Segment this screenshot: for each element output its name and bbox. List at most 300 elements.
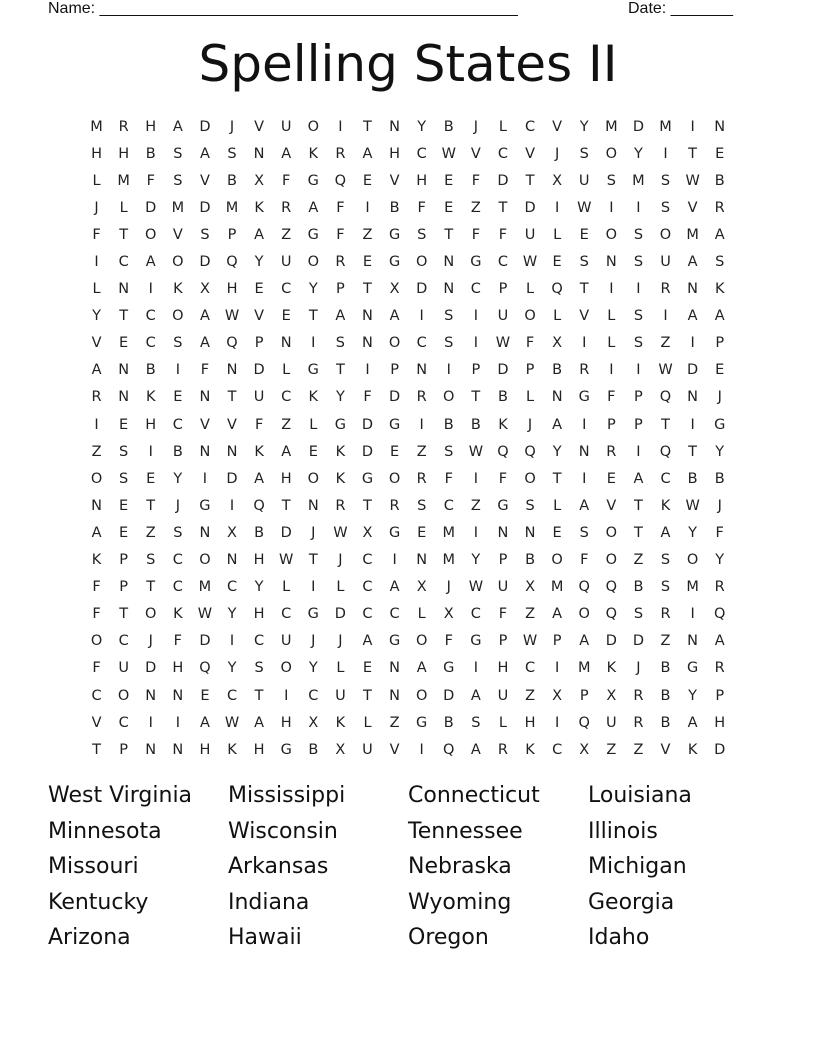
grid-cell: G — [334, 416, 347, 433]
grid-cell: D — [361, 443, 374, 460]
grid-cell: F — [498, 470, 508, 487]
grid-cell: G — [714, 416, 726, 433]
grid-cell: Y — [92, 308, 101, 325]
grid-cell: D — [361, 416, 374, 433]
grid-cell: J — [446, 579, 451, 596]
grid-cell: Q — [443, 741, 455, 758]
grid-cell: E — [606, 470, 616, 487]
grid-cell: W — [441, 145, 456, 162]
grid-cell: E — [119, 497, 129, 514]
word-list-item: Arkansas — [228, 854, 329, 879]
grid-cell: T — [661, 416, 670, 433]
grid-cell: Y — [579, 118, 589, 135]
grid-cell: T — [119, 226, 129, 243]
grid-cell: C — [281, 281, 292, 298]
grid-cell: X — [199, 281, 210, 298]
grid-cell: N — [524, 524, 536, 541]
grid-cell: S — [579, 254, 589, 271]
grid-cell: D — [388, 389, 401, 406]
grid-cell: K — [173, 606, 183, 623]
header — [48, 0, 748, 20]
grid-cell: S — [119, 470, 129, 487]
grid-cell: E — [417, 524, 427, 541]
letter-grid — [83, 113, 733, 763]
grid-cell: C — [226, 687, 238, 704]
grid-cell: C — [660, 470, 671, 487]
grid-cell: U — [497, 308, 509, 325]
grid-cell: U — [118, 660, 129, 677]
grid-cell: O — [172, 254, 184, 271]
grid-cell: Q — [659, 389, 672, 406]
grid-cell: I — [419, 741, 424, 758]
grid-cell: U — [253, 389, 265, 406]
grid-cell: G — [199, 497, 211, 514]
grid-cell: S — [660, 579, 671, 596]
grid-cell: V — [199, 172, 210, 189]
grid-cell: L — [119, 199, 128, 216]
grid-cell: I — [175, 362, 180, 379]
grid-cell: K — [660, 497, 671, 514]
grid-cell: U — [524, 226, 536, 243]
grid-cell: M — [577, 660, 591, 677]
grid-cell: S — [146, 552, 156, 569]
grid-cell: N — [389, 660, 400, 677]
word-list-item: Hawaii — [228, 925, 302, 950]
grid-cell: S — [173, 145, 183, 162]
grid-cell: O — [605, 524, 618, 541]
grid-cell: X — [606, 687, 617, 704]
grid-cell: C — [172, 416, 183, 433]
grid-cell: W — [685, 172, 700, 189]
grid-cell: D — [714, 741, 726, 758]
grid-cell: D — [497, 362, 509, 379]
grid-cell: A — [416, 660, 427, 677]
grid-cell: Y — [227, 606, 237, 623]
word-list-item: Wisconsin — [228, 818, 338, 844]
grid-cell: T — [525, 172, 535, 189]
grid-cell: N — [687, 389, 699, 406]
grid-cell: B — [145, 145, 156, 162]
grid-cell: Q — [334, 172, 347, 189]
grid-cell: L — [282, 579, 291, 596]
grid-cell: Q — [578, 579, 590, 596]
grid-cell: L — [417, 606, 426, 623]
grid-cell: I — [582, 416, 587, 433]
grid-cell: B — [470, 416, 481, 433]
grid-cell: B — [714, 172, 725, 189]
grid-cell: I — [148, 714, 153, 731]
grid-cell: S — [444, 308, 454, 325]
word-list-item: Tennessee — [408, 818, 523, 844]
grid-cell: Z — [660, 633, 671, 650]
grid-cell: I — [555, 199, 560, 216]
grid-cell: A — [199, 714, 210, 731]
grid-cell: N — [416, 362, 428, 379]
grid-cell: U — [660, 254, 671, 271]
grid-cell: F — [417, 199, 426, 216]
grid-cell: T — [471, 389, 481, 406]
grid-cell: A — [254, 226, 265, 243]
grid-cell: G — [361, 470, 374, 487]
date-field-label: Date: _______ — [628, 0, 733, 17]
grid-cell: B — [633, 579, 644, 596]
grid-cell: Z — [470, 497, 481, 514]
grid-cell: P — [715, 687, 725, 704]
grid-cell: S — [633, 606, 644, 623]
grid-cell: G — [307, 172, 319, 189]
grid-cell: D — [199, 199, 211, 216]
grid-cell: L — [363, 714, 372, 731]
grid-cell: F — [92, 579, 101, 596]
grid-cell: W — [658, 362, 673, 379]
grid-cell: V — [470, 145, 481, 162]
grid-cell: Z — [660, 335, 671, 352]
grid-cell: F — [525, 335, 535, 352]
grid-cell: C — [362, 552, 373, 569]
grid-cell: S — [227, 145, 237, 162]
grid-cell: L — [607, 335, 616, 352]
grid-cell: Q — [605, 579, 618, 596]
grid-cell: M — [90, 118, 103, 135]
grid-cell: I — [202, 470, 208, 487]
grid-cell: D — [280, 524, 292, 541]
grid-cell: Z — [362, 226, 373, 243]
grid-cell: U — [497, 687, 509, 704]
grid-cell: T — [308, 308, 318, 325]
grid-cell: X — [227, 524, 237, 541]
grid-cell: A — [470, 687, 481, 704]
grid-cell: F — [444, 470, 453, 487]
grid-cell: W — [224, 308, 240, 325]
grid-cell: S — [633, 226, 644, 243]
grid-cell: S — [200, 226, 210, 243]
grid-cell: G — [443, 660, 455, 677]
grid-cell: A — [91, 362, 102, 379]
grid-cell: V — [199, 416, 210, 433]
grid-cell: E — [200, 687, 210, 704]
grid-cell: J — [148, 633, 153, 650]
grid-cell: T — [633, 497, 643, 514]
grid-cell: R — [579, 362, 590, 379]
grid-cell: F — [336, 199, 345, 216]
grid-cell: S — [715, 254, 725, 271]
grid-cell: K — [335, 714, 346, 731]
grid-cell: N — [253, 145, 265, 162]
grid-cell: B — [172, 443, 183, 460]
grid-cell: T — [254, 687, 264, 704]
word-list-item: Oregon — [408, 925, 489, 950]
grid-cell: K — [335, 470, 346, 487]
grid-cell: X — [552, 172, 563, 189]
grid-cell: R — [91, 389, 102, 406]
grid-cell: R — [660, 281, 671, 298]
grid-cell: B — [443, 118, 454, 135]
grid-cell: L — [498, 118, 507, 135]
grid-cell: F — [336, 226, 345, 243]
grid-cell: Y — [633, 145, 643, 162]
grid-cell: T — [363, 497, 372, 514]
word-list-item: West Virginia — [48, 783, 193, 808]
grid-cell: Q — [226, 254, 238, 271]
grid-cell: I — [636, 199, 641, 216]
grid-cell: D — [145, 660, 157, 677]
grid-cell: H — [280, 714, 292, 731]
grid-cell: E — [715, 145, 725, 162]
grid-cell: L — [526, 389, 535, 406]
grid-cell: H — [524, 714, 536, 731]
grid-cell: Q — [605, 606, 618, 623]
grid-cell: W — [279, 552, 294, 569]
grid-cell: K — [227, 741, 237, 758]
grid-cell: O — [605, 226, 618, 243]
grid-cell: A — [389, 308, 400, 325]
word-list-item: Indiana — [228, 889, 310, 915]
grid-cell: S — [254, 660, 264, 677]
page-title: Spelling States II — [198, 35, 618, 93]
grid-cell: W — [468, 579, 484, 596]
grid-cell: R — [335, 254, 346, 271]
grid-cell: D — [497, 172, 509, 189]
grid-cell: J — [527, 416, 533, 433]
grid-cell: G — [307, 226, 319, 243]
grid-cell: C — [524, 660, 536, 677]
grid-cell: N — [118, 362, 130, 379]
grid-cell: S — [579, 524, 589, 541]
grid-cell: F — [92, 660, 101, 677]
grid-cell: O — [524, 470, 536, 487]
grid-cell: S — [579, 145, 589, 162]
grid-cell: E — [552, 254, 562, 271]
grid-cell: O — [90, 633, 103, 650]
grid-cell: C — [308, 687, 319, 704]
grid-cell: Y — [715, 552, 725, 569]
grid-cell: N — [389, 118, 400, 135]
grid-cell: X — [308, 714, 319, 731]
grid-cell: E — [119, 335, 129, 352]
grid-cell: A — [172, 118, 183, 135]
grid-cell: G — [388, 254, 401, 271]
grid-cell: I — [392, 552, 397, 569]
grid-cell: I — [419, 308, 424, 325]
grid-cell: A — [579, 497, 590, 514]
grid-cell: N — [226, 552, 238, 569]
grid-cell: I — [473, 308, 478, 325]
grid-cell: N — [280, 335, 292, 352]
grid-cell: D — [687, 362, 699, 379]
grid-cell: H — [199, 741, 211, 758]
grid-cell: A — [714, 633, 725, 650]
grid-cell: Q — [199, 660, 211, 677]
grid-cell: O — [605, 145, 618, 162]
grid-cell: D — [605, 633, 617, 650]
grid-cell: L — [282, 362, 291, 379]
grid-cell: N — [172, 687, 184, 704]
grid-cell: N — [226, 362, 238, 379]
grid-cell: B — [714, 470, 725, 487]
grid-cell: V — [254, 118, 265, 135]
grid-cell: F — [146, 172, 155, 189]
word-list-item: Nebraska — [408, 854, 512, 879]
grid-cell: A — [389, 579, 400, 596]
grid-cell: O — [415, 687, 428, 704]
grid-cell: H — [145, 416, 157, 433]
grid-cell: I — [690, 335, 695, 352]
grid-cell: G — [686, 660, 699, 677]
grid-cell: B — [497, 389, 508, 406]
grid-cell: A — [335, 308, 346, 325]
grid-cell: F — [282, 172, 291, 189]
grid-cell: J — [311, 524, 316, 541]
grid-cell: N — [118, 281, 130, 298]
grid-cell: E — [308, 443, 318, 460]
grid-cell: W — [685, 497, 700, 514]
grid-cell: X — [254, 172, 265, 189]
grid-cell: F — [173, 633, 182, 650]
grid-cell: C — [497, 254, 509, 271]
grid-cell: S — [444, 443, 454, 460]
grid-cell: Y — [308, 660, 318, 677]
grid-cell: H — [253, 552, 265, 569]
grid-cell: F — [498, 606, 508, 623]
grid-cell: M — [117, 172, 130, 189]
word-list-item: Wyoming — [408, 889, 512, 915]
grid-cell: I — [636, 443, 641, 460]
grid-cell: T — [281, 497, 291, 514]
grid-cell: S — [660, 172, 671, 189]
grid-cell: T — [633, 524, 643, 541]
grid-cell: S — [606, 172, 616, 189]
grid-cell: H — [172, 660, 184, 677]
grid-cell: L — [92, 281, 101, 298]
grid-cell: N — [226, 443, 238, 460]
grid-cell: B — [308, 741, 319, 758]
grid-cell: T — [146, 579, 156, 596]
grid-cell: C — [172, 552, 183, 569]
word-list-item: Arizona — [48, 925, 131, 950]
grid-cell: G — [388, 524, 401, 541]
grid-cell: D — [199, 254, 211, 271]
grid-cell: Q — [659, 443, 672, 460]
grid-cell: U — [362, 741, 373, 758]
grid-cell: E — [552, 524, 562, 541]
grid-cell: J — [311, 633, 316, 650]
grid-cell: K — [254, 199, 264, 216]
grid-cell: I — [175, 714, 180, 731]
grid-cell: P — [634, 416, 643, 433]
grid-cell: P — [552, 633, 562, 650]
grid-cell: U — [606, 714, 617, 731]
grid-cell: C — [416, 335, 427, 352]
grid-cell: S — [660, 552, 671, 569]
grid-cell: W — [197, 606, 213, 623]
grid-cell: E — [281, 308, 291, 325]
grid-cell: Z — [281, 416, 292, 433]
grid-cell: T — [579, 281, 589, 298]
word-list-item: Missouri — [48, 854, 139, 879]
grid-cell: X — [416, 579, 427, 596]
grid-cell: E — [254, 281, 264, 298]
grid-cell: O — [443, 389, 455, 406]
grid-cell: T — [119, 606, 129, 623]
grid-cell: C — [172, 579, 183, 596]
grid-cell: R — [714, 579, 725, 596]
grid-cell: T — [363, 281, 372, 298]
grid-cell: S — [471, 714, 481, 731]
grid-cell: W — [522, 254, 538, 271]
grid-cell: Y — [227, 660, 237, 677]
word-list-item: Georgia — [588, 889, 675, 915]
grid-cell: C — [362, 606, 373, 623]
grid-cell: C — [443, 497, 454, 514]
grid-cell: W — [522, 633, 538, 650]
word-list-item: Louisiana — [588, 783, 692, 808]
grid-cell: Z — [525, 606, 536, 623]
grid-cell: C — [226, 579, 238, 596]
grid-cell: Q — [578, 714, 590, 731]
grid-cell: Y — [688, 687, 698, 704]
grid-cell: I — [473, 470, 478, 487]
grid-cell: P — [119, 579, 129, 596]
grid-cell: V — [172, 226, 183, 243]
grid-cell: T — [498, 199, 508, 216]
grid-cell: K — [145, 389, 156, 406]
grid-cell: T — [119, 308, 129, 325]
grid-cell: V — [660, 741, 671, 758]
grid-cell: N — [172, 741, 184, 758]
grid-cell: W — [495, 335, 511, 352]
grid-cell: T — [146, 497, 156, 514]
grid-cell: M — [225, 199, 239, 216]
grid-cell: B — [443, 416, 454, 433]
grid-cell: P — [254, 335, 264, 352]
grid-cell: W — [468, 443, 484, 460]
grid-cell: R — [335, 145, 346, 162]
grid-cell: A — [254, 470, 265, 487]
grid-cell: N — [91, 497, 102, 514]
grid-cell: D — [145, 199, 157, 216]
grid-cell: X — [552, 687, 563, 704]
grid-cell: F — [92, 226, 101, 243]
grid-cell: S — [173, 172, 183, 189]
grid-cell: A — [579, 633, 590, 650]
grid-cell: X — [552, 335, 563, 352]
grid-cell: G — [280, 741, 292, 758]
grid-cell: H — [253, 606, 265, 623]
grid-cell: Q — [253, 497, 265, 514]
grid-cell: I — [663, 145, 668, 162]
grid-cell: I — [636, 281, 641, 298]
grid-cell: K — [687, 741, 698, 758]
grid-cell: Y — [173, 470, 183, 487]
grid-cell: M — [659, 118, 672, 135]
grid-cell: O — [145, 606, 157, 623]
grid-cell: R — [714, 660, 725, 677]
grid-cell: L — [309, 416, 318, 433]
grid-cell: I — [365, 199, 370, 216]
grid-cell: O — [605, 552, 618, 569]
grid-cell: R — [118, 118, 129, 135]
grid-cell: G — [388, 416, 401, 433]
grid-cell: W — [333, 524, 348, 541]
grid-cell: O — [388, 470, 401, 487]
grid-cell: Y — [471, 552, 481, 569]
grid-cell: P — [227, 226, 237, 243]
grid-cell: L — [553, 308, 562, 325]
grid-cell: B — [660, 687, 671, 704]
grid-cell: E — [362, 172, 373, 189]
grid-cell: T — [92, 741, 101, 758]
grid-cell: T — [227, 389, 237, 406]
